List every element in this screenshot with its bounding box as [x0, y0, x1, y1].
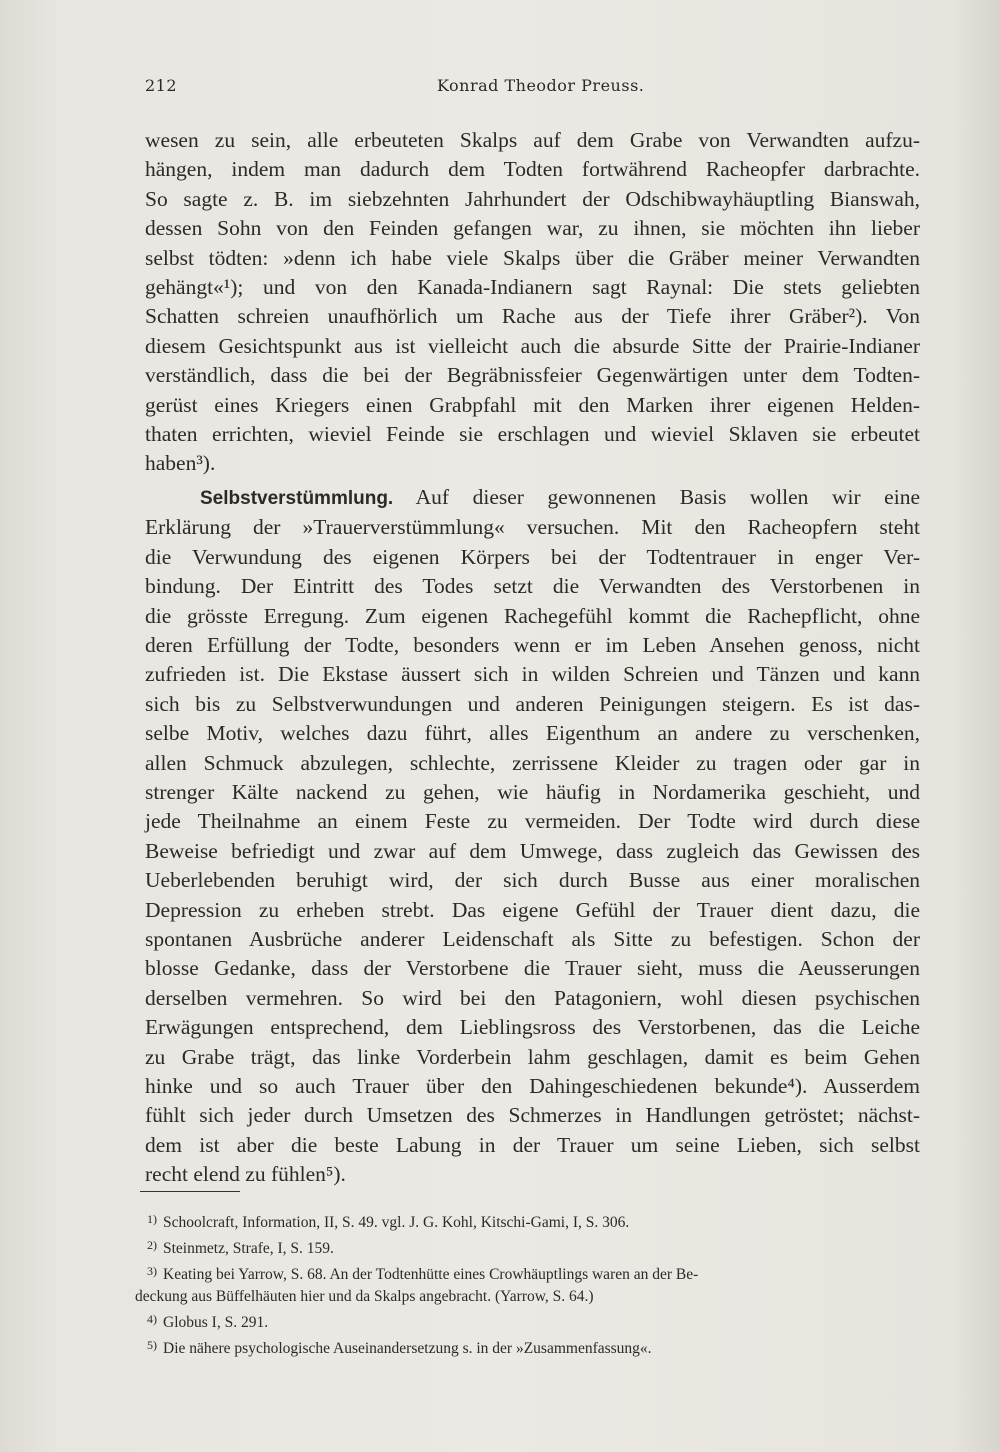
- text-fragment: Auf dieser gewonnenen Basis wollen wir eine: [415, 484, 920, 509]
- text-line: Beweise befriedigt und zwar auf dem Umwege, dass zugleich das Gewissen des: [145, 838, 920, 863]
- footnote-mark: 5): [147, 1338, 157, 1352]
- text-line: gehängt«¹); und von den Kanada-Indianern sagt Raynal: Die stets geliebten: [145, 275, 920, 300]
- footnote-text: Schoolcraft, Information, II, S. 49. vgl. J. G. Kohl, Kitschi-Gami, I, S. 306.: [163, 1214, 630, 1231]
- text-line: die grösste Erregung. Zum eigenen Rachegefühl kommt die Rachepflicht, ohne: [145, 603, 920, 628]
- footnote-text: Steinmetz, Strafe, I, S. 159.: [163, 1240, 334, 1257]
- text-line: Ueberlebenden beruhigt wird, der sich durch Busse aus einer moralischen: [145, 868, 920, 893]
- text-line: zu Grabe trägt, das linke Vorderbein lahm geschlagen, damit es beim Gehen: [145, 1044, 920, 1069]
- text-line: hängen, indem man dadurch dem Todten fortwährend Racheopfer darbrachte.: [145, 157, 920, 182]
- text-line: diesem Gesichtspunkt aus ist vielleicht auch die absurde Sitte der Prairie-Indianer: [145, 333, 920, 358]
- footnote-text: Globus I, S. 291.: [163, 1314, 269, 1331]
- footnote-text: Keating bei Yarrow, S. 68. An der Todtenhütte eines Crowhäuptlings waren an der Be-: [163, 1266, 699, 1283]
- text-line: gerüst eines Kriegers einen Grabpfahl mit den Marken ihrer eigenen Helden-: [145, 392, 920, 417]
- paragraph-1: [145, 126, 920, 479]
- text-line: bindung. Der Eintritt des Todes setzt die Verwandten des Verstorbenen in: [145, 574, 920, 599]
- text-line: allen Schmuck abzulegen, schlechte, zerrissene Kleider zu tragen oder gar in: [145, 750, 920, 775]
- section-heading: Selbstverstümmlung.: [200, 487, 394, 509]
- footnote-3: [135, 1260, 915, 1286]
- text-line: Erklärung der »Trauerverstümmlung« versuchen. Mit den Racheopfern steht: [145, 515, 920, 540]
- text-line: haben³).: [145, 451, 216, 476]
- text-line: spontanen Ausbrüche anderer Leidenschaft als Sitte zu befestigen. Schon der: [145, 926, 920, 951]
- text-line: wesen zu sein, alle erbeuteten Skalps auf dem Grabe von Verwandten aufzu-: [145, 128, 920, 152]
- text-line: recht elend zu fühlen⁵).: [145, 1162, 346, 1187]
- text-line: verständlich, dass die bei der Begräbnissfeier Gegenwärtigen unter dem Todten-: [145, 363, 920, 388]
- text-line: Schatten schreien unaufhörlich um Rache aus der Tiefe ihrer Gräber²). Von: [145, 304, 920, 329]
- text-line: blosse Gedanke, dass der Verstorbene die Trauer sieht, muss die Aeusserungen: [145, 956, 920, 981]
- text-line: selbst tödten: »denn ich habe viele Skalps über die Gräber meiner Verwandten: [145, 245, 920, 270]
- text-line: dem ist aber die beste Labung in der Trauer um seine Lieben, sich selbst: [145, 1132, 920, 1157]
- footnote-5: [135, 1334, 915, 1360]
- text-line: thaten errichten, wieviel Feinde sie erschlagen und wieviel Sklaven sie erbeutet: [145, 422, 920, 447]
- text-line: So sagte z. B. im siebzehnten Jahrhundert der Odschibwayhäuptling Bianswah,: [145, 186, 920, 211]
- footnote-2: [135, 1234, 915, 1260]
- footnote-1: [135, 1208, 915, 1234]
- footnote-mark: 3): [147, 1264, 157, 1278]
- text-line: deren Erfüllung der Todte, besonders wenn er im Leben Ansehen genoss, nicht: [145, 632, 920, 657]
- footnote-3-continued: [135, 1286, 915, 1308]
- footnote-mark: 2): [147, 1238, 157, 1252]
- text-line: fühlt sich jeder durch Umsetzen des Schmerzes in Handlungen getröstet; nächst-: [145, 1103, 920, 1128]
- text-line: selbe Motiv, welches dazu führt, alles Eigenthum an andere zu verschenken,: [145, 721, 920, 746]
- text-line: derselben vermehren. So wird bei den Patagoniern, wohl diesen psychischen: [145, 985, 920, 1010]
- text-line: dessen Sohn von den Feinden gefangen war, zu ihnen, sie möchten ihn lieber: [145, 216, 920, 241]
- text-line-first: [145, 483, 920, 513]
- running-head-author: Konrad Theodor Preuss.: [437, 76, 645, 95]
- footnote-4: [135, 1308, 915, 1334]
- text-line: jede Theilnahme an einem Feste zu vermeiden. Der Todte wird durch diese: [145, 809, 920, 834]
- footnote-rule: [140, 1191, 240, 1192]
- body-text: [145, 126, 920, 1190]
- text-line: Erwägungen entsprechend, dem Lieblingsross des Verstorbenen, das die Leiche: [145, 1015, 920, 1040]
- text-line: zufrieden ist. Die Ekstase äussert sich in wilden Schreien und Tänzen und kann: [145, 662, 920, 687]
- footnote-mark: 1): [147, 1212, 157, 1226]
- paragraph-2: [145, 483, 920, 1190]
- footnotes: [135, 1208, 915, 1360]
- footnote-text: deckung aus Büffelhäuten hier und da Skalps angebracht. (Yarrow, S. 64.): [135, 1288, 594, 1305]
- text-line: Depression zu erheben strebt. Das eigene Gefühl der Trauer dient dazu, die: [145, 897, 920, 922]
- text-line: strenger Kälte nackend zu gehen, wie häufig in Nordamerika geschieht, und: [145, 779, 920, 804]
- text-line: sich bis zu Selbstverwundungen und anderen Peinigungen steigern. Es ist das-: [145, 691, 920, 716]
- page-number: 212: [145, 76, 178, 95]
- footnote-text: Die nähere psychologische Auseinandersetzung s. in der »Zusammenfassung«.: [163, 1340, 652, 1357]
- text-line: die Verwundung des eigenen Körpers bei der Todtentrauer in enger Ver-: [145, 544, 920, 569]
- text-line: hinke und so auch Trauer über den Dahingeschiedenen bekunde⁴). Ausserdem: [145, 1074, 920, 1098]
- footnote-mark: 4): [147, 1312, 157, 1326]
